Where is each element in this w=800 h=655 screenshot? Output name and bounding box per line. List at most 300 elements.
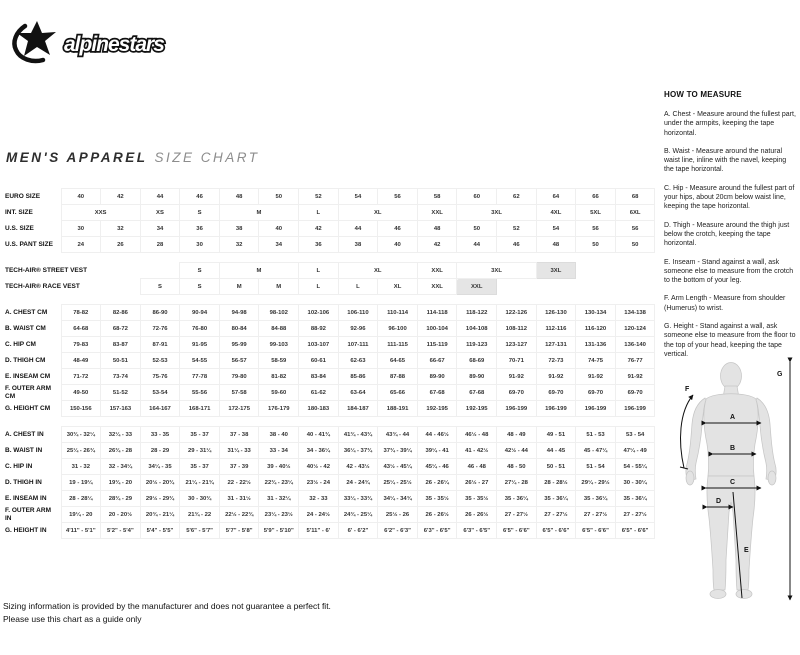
size-cell: 58-59	[259, 353, 299, 369]
size-cell: 60	[457, 189, 497, 205]
size-cell: 192-195	[457, 401, 497, 417]
size-cell: 6'2" - 6'3"	[378, 523, 418, 539]
size-cell: 23½ - 24	[299, 475, 339, 491]
size-cell: 30 - 30¼	[615, 475, 655, 491]
size-cell: 6'5" - 6'6"	[536, 523, 576, 539]
size-cell: 83-84	[299, 369, 339, 385]
size-cell: 184-187	[338, 401, 378, 417]
size-cell: 6'3" - 6'5"	[457, 523, 497, 539]
size-cell: 66-67	[417, 353, 457, 369]
size-cell: 130-134	[576, 305, 616, 321]
size-cell: 92-96	[338, 321, 378, 337]
size-cell: 54 - 55¼	[615, 459, 655, 475]
table-row	[5, 507, 655, 523]
how-to-measure-heading: HOW TO MEASURE	[664, 90, 742, 99]
size-cell: 29½ - 29¾	[140, 491, 180, 507]
size-cell: 71-72	[61, 369, 101, 385]
size-cell: 6'5" - 6'6"	[576, 523, 616, 539]
measure-label-a: A	[730, 414, 736, 421]
table-row	[5, 401, 655, 417]
size-cell: 6XL	[615, 205, 655, 221]
size-cell: 72-76	[140, 321, 180, 337]
size-cell: 57-58	[219, 385, 259, 401]
size-cell: 46½ - 48	[457, 427, 497, 443]
size-cell: XXL	[417, 263, 457, 279]
size-cell: 41¾ - 43¾	[338, 427, 378, 443]
size-cell: S	[180, 205, 220, 221]
size-cell: 56	[378, 189, 418, 205]
size-cell: 44	[338, 221, 378, 237]
size-cell: 127-131	[536, 337, 576, 353]
size-cell: 22 - 22½	[219, 475, 259, 491]
row-label: B. WAIST CM	[5, 324, 46, 332]
size-cell: 80-84	[219, 321, 259, 337]
size-cell: 44	[140, 189, 180, 205]
size-cell: 24 - 24½	[299, 507, 339, 523]
size-cell: S	[180, 263, 220, 279]
page-title	[6, 150, 260, 165]
size-cell: 40 - 41¾	[299, 427, 339, 443]
row-label: INT. SIZE	[5, 208, 33, 216]
size-cell: M	[219, 205, 298, 221]
size-cell: 40½ - 42	[299, 459, 339, 475]
table-row	[5, 523, 655, 539]
measure-instruction: G. Height - Stand against a wall, ask someone else to measure from the floor to the top of your head, keeping the tape vertical.	[664, 323, 796, 358]
size-cell: XL	[378, 279, 418, 295]
table-spacer	[5, 295, 655, 305]
size-cell: 25¼ - 26¾	[61, 443, 101, 459]
size-cell: 34	[259, 237, 299, 253]
table-row	[5, 263, 655, 279]
row-label: F. OUTER ARM CM	[5, 385, 51, 400]
size-cell: 108-112	[497, 321, 537, 337]
size-cell: XL	[338, 205, 417, 221]
measure-instruction: B. Waist - Measure around the natural waist line, inline with the navel, keeping the tape horizontal.	[664, 147, 787, 174]
size-cell: 32 - 33	[299, 491, 339, 507]
measure-label-f: F	[685, 386, 690, 393]
size-cell: 54	[338, 189, 378, 205]
size-cell: 75-76	[140, 369, 180, 385]
size-cell: 24 - 24¾	[338, 475, 378, 491]
size-cell: 60-61	[299, 353, 339, 369]
table-row	[5, 305, 655, 321]
empty-cell	[576, 263, 655, 279]
size-cell: 69-70	[576, 385, 616, 401]
size-cell: 30¾ - 32¼	[61, 427, 101, 443]
size-cell: 172-175	[219, 401, 259, 417]
size-cell: 26 - 26¼	[417, 475, 457, 491]
measure-label-c: C	[730, 479, 736, 486]
size-cell: 87-88	[378, 369, 418, 385]
size-cell: 50	[259, 189, 299, 205]
size-cell: XXL	[457, 279, 497, 295]
row-label: TECH-AIR® RACE VEST	[5, 282, 80, 290]
size-cell: 5'9" - 5'10"	[259, 523, 299, 539]
size-cell: 19 - 19¼	[61, 475, 101, 491]
how-to-measure-panel	[664, 90, 797, 368]
size-cell: 6'5" - 6'6"	[497, 523, 537, 539]
size-cell: 110-114	[378, 305, 418, 321]
size-cell: 79-83	[61, 337, 101, 353]
size-cell: XXL	[417, 279, 457, 295]
size-cell: 26 - 26½	[457, 507, 497, 523]
size-cell: 89-90	[417, 369, 457, 385]
size-cell: 88-92	[299, 321, 339, 337]
size-cell: 131-136	[576, 337, 616, 353]
size-cell: 47¼ - 49	[615, 443, 655, 459]
size-cell: L	[338, 279, 378, 295]
size-cell: 43¾ - 44	[378, 427, 418, 443]
size-cell: 37 - 39	[219, 459, 259, 475]
row-label: B. WAIST IN	[5, 446, 43, 454]
size-cell: 69-70	[497, 385, 537, 401]
size-cell: 56	[615, 221, 655, 237]
size-cell: 21¼ - 21¾	[180, 475, 220, 491]
size-cell: 56	[576, 221, 616, 237]
table-row	[5, 459, 655, 475]
size-cell: 40	[378, 237, 418, 253]
size-cell: 35 - 36¼	[536, 491, 576, 507]
measure-instructions	[664, 110, 797, 359]
size-cell: 31 - 32¼	[259, 491, 299, 507]
row-label: A. CHEST IN	[5, 430, 44, 438]
size-cell: 53 - 54	[615, 427, 655, 443]
size-cell: 35 - 37	[180, 459, 220, 475]
size-cell: 106-110	[338, 305, 378, 321]
size-cell: 36¼ - 37¾	[338, 443, 378, 459]
size-cell: 66	[576, 189, 616, 205]
size-cell: 30	[180, 237, 220, 253]
size-cell: 64	[536, 189, 576, 205]
measure-label-b: B	[730, 445, 736, 452]
size-cell: L	[299, 279, 339, 295]
size-cell: 27¼ - 28	[497, 475, 537, 491]
size-cell: 33¼ - 33¾	[338, 491, 378, 507]
size-cell: 35 - 35½	[417, 491, 457, 507]
table-row	[5, 237, 655, 253]
size-cell: 43½ - 45¼	[378, 459, 418, 475]
size-cell: L	[299, 263, 339, 279]
size-cell: 48	[219, 189, 259, 205]
row-label: TECH-AIR® STREET VEST	[5, 266, 88, 274]
size-cell: 36	[180, 221, 220, 237]
table-spacer	[5, 253, 655, 263]
size-cell: 76-77	[615, 353, 655, 369]
size-cell: 42½ - 44	[497, 443, 537, 459]
size-cell: 95-99	[219, 337, 259, 353]
size-cell: 3XL	[536, 263, 576, 279]
size-cell: 20½ - 20¾	[140, 475, 180, 491]
size-cell: 4'11" - 5'1"	[61, 523, 101, 539]
size-cell: 73-74	[101, 369, 141, 385]
size-cell: 31 - 32	[61, 459, 101, 475]
size-cell: 67-68	[457, 385, 497, 401]
size-cell: 50	[615, 237, 655, 253]
size-cell: 37¾ - 39¼	[378, 443, 418, 459]
size-cell: 81-82	[259, 369, 299, 385]
row-label: D. THIGH IN	[5, 478, 42, 486]
size-cell: 107-111	[338, 337, 378, 353]
astar-icon	[10, 20, 62, 66]
table-row	[5, 427, 655, 443]
size-cell: L	[299, 205, 339, 221]
size-cell: 30 - 30¾	[180, 491, 220, 507]
size-cell: 65-66	[378, 385, 418, 401]
measure-label-d: D	[716, 498, 722, 505]
size-cell: 68-72	[101, 321, 141, 337]
row-label: G. HEIGHT CM	[5, 404, 51, 412]
size-cell: 24¾ - 25¼	[338, 507, 378, 523]
size-cell: 112-116	[536, 321, 576, 337]
size-cell: 49 - 51	[536, 427, 576, 443]
size-cell: 192-195	[417, 401, 457, 417]
size-cell: 50-51	[101, 353, 141, 369]
table-row	[5, 279, 655, 295]
size-cell: 48-49	[61, 353, 101, 369]
size-cell: 84-88	[259, 321, 299, 337]
size-cell: 90-94	[180, 305, 220, 321]
size-cell: 39¼ - 41	[417, 443, 457, 459]
size-cell: 114-118	[417, 305, 457, 321]
size-cell: 48	[417, 221, 457, 237]
size-cell: 48 - 50	[497, 459, 537, 475]
size-cell: 168-171	[180, 401, 220, 417]
size-cell: 34¼ - 34¾	[378, 491, 418, 507]
size-cell: 59-60	[259, 385, 299, 401]
size-cell: 61-62	[299, 385, 339, 401]
size-cell: XXS	[61, 205, 140, 221]
size-cell: 28	[140, 237, 180, 253]
size-cell: 22¾ - 23¼	[259, 475, 299, 491]
size-cell: 164-167	[140, 401, 180, 417]
size-cell: 27 - 27½	[536, 507, 576, 523]
table-row	[5, 491, 655, 507]
size-cell: 3XL	[457, 205, 536, 221]
size-cell: 72-73	[536, 353, 576, 369]
size-cell: 35 - 35½	[457, 491, 497, 507]
row-label: F. OUTER ARM IN	[5, 507, 51, 522]
size-cell: 6'3" - 6'5"	[417, 523, 457, 539]
size-cell: 32 - 34¼	[101, 459, 141, 475]
size-cell: 29 - 31¼	[180, 443, 220, 459]
size-cell: 42	[417, 237, 457, 253]
size-cell: 94-98	[219, 305, 259, 321]
row-label: A. CHEST CM	[5, 308, 48, 316]
size-cell: 67-68	[417, 385, 457, 401]
size-cell: 96-100	[378, 321, 418, 337]
size-cell: 56-57	[219, 353, 259, 369]
disclaimer-line-2: Please use this chart as a guide only	[3, 613, 142, 624]
size-cell: 62-63	[338, 353, 378, 369]
size-cell: 19¾ - 20	[101, 475, 141, 491]
size-cell: 44 - 45	[536, 443, 576, 459]
size-cell: 38 - 40	[259, 427, 299, 443]
size-cell: 4XL	[536, 205, 576, 221]
logo-text: alpinestars	[64, 33, 164, 56]
size-cell: 115-119	[417, 337, 457, 353]
size-cell: 21¾ - 22	[180, 507, 220, 523]
size-cell: 104-108	[457, 321, 497, 337]
size-cell: 91-92	[536, 369, 576, 385]
title-sub: SIZE CHART	[154, 150, 260, 165]
size-cell: 89-90	[457, 369, 497, 385]
size-cell: 122-126	[497, 305, 537, 321]
size-cell: 116-120	[576, 321, 616, 337]
measure-instruction: A. Chest - Measure around the fullest part, under the armpits, keeping the tape horizontal.	[664, 111, 796, 137]
size-cell: 5'7" - 5'8"	[219, 523, 259, 539]
size-cell: 44 - 46½	[417, 427, 457, 443]
size-cell: 27 - 27½	[576, 507, 616, 523]
table-row	[5, 443, 655, 459]
size-cell: 38	[219, 221, 259, 237]
size-cell: 27 - 27½	[497, 507, 537, 523]
size-cell: 46 - 48	[457, 459, 497, 475]
alpinestars-logo	[10, 20, 184, 66]
size-cell: 86-90	[140, 305, 180, 321]
size-cell: 52	[299, 189, 339, 205]
size-cell: 44	[457, 237, 497, 253]
row-label: EURO SIZE	[5, 192, 41, 200]
size-cell: 64-68	[61, 321, 101, 337]
size-cell: 5'6" - 5'7"	[180, 523, 220, 539]
size-cell: 41 - 42½	[457, 443, 497, 459]
size-cell: M	[219, 263, 298, 279]
size-cell: 120-124	[615, 321, 655, 337]
row-label: C. HIP CM	[5, 340, 36, 348]
size-cell: 19¼ - 20	[61, 507, 101, 523]
empty-cell	[497, 279, 655, 295]
size-cell: 62	[497, 189, 537, 205]
size-cell: 38	[338, 237, 378, 253]
size-cell: 6' - 6'2"	[338, 523, 378, 539]
size-cell: 28¾ - 29	[101, 491, 141, 507]
size-cell: 26¾ - 28	[101, 443, 141, 459]
size-cell: 83-87	[101, 337, 141, 353]
row-label: E. INSEAM CM	[5, 372, 51, 380]
table-row	[5, 353, 655, 369]
size-cell: 70-71	[497, 353, 537, 369]
row-label: C. HIP IN	[5, 462, 33, 470]
row-label: U.S. PANT SIZE	[5, 240, 53, 248]
size-cell: 32¼ - 33	[101, 427, 141, 443]
size-cell: 82-86	[101, 305, 141, 321]
size-cell: 25¼ - 25½	[378, 475, 418, 491]
size-cell: 25½ - 26	[378, 507, 418, 523]
size-cell: 87-91	[140, 337, 180, 353]
size-cell: 26	[101, 237, 141, 253]
size-cell: 45 - 47¼	[576, 443, 616, 459]
table-row	[5, 205, 655, 221]
size-cell: 64-65	[378, 353, 418, 369]
table-row	[5, 221, 655, 237]
measure-label-e: E	[744, 547, 749, 554]
size-cell: 50	[457, 221, 497, 237]
size-cell: 196-199	[536, 401, 576, 417]
size-cell: 51-52	[101, 385, 141, 401]
table-row	[5, 337, 655, 353]
size-cell: XS	[140, 205, 180, 221]
size-cell: 20¾ - 21¼	[140, 507, 180, 523]
size-cell: 34¼ - 35	[140, 459, 180, 475]
size-cell: 85-86	[338, 369, 378, 385]
size-cell: 51 - 53	[576, 427, 616, 443]
size-cell: 176-179	[259, 401, 299, 417]
size-cell: 5'2" - 5'4"	[101, 523, 141, 539]
row-label: G. HEIGHT IN	[5, 526, 47, 534]
size-cell: 28 - 29	[140, 443, 180, 459]
size-cell: 46	[180, 189, 220, 205]
measure-instruction: E. Inseam - Stand against a wall, ask someone else to measure from the crotch to the bottom of your leg.	[664, 258, 794, 285]
size-cell: XXL	[417, 205, 457, 221]
size-cell: 45¼ - 46	[417, 459, 457, 475]
size-cell: 134-138	[615, 305, 655, 321]
size-cell: 77-78	[180, 369, 220, 385]
size-cell: 69-70	[615, 385, 655, 401]
size-cell: 3XL	[457, 263, 536, 279]
size-cell: S	[180, 279, 220, 295]
size-cell: 36	[299, 237, 339, 253]
size-cell: 98-102	[259, 305, 299, 321]
row-label: D. THIGH CM	[5, 356, 46, 364]
size-cell: 27 - 27½	[615, 507, 655, 523]
size-cell: 91-92	[497, 369, 537, 385]
size-cell: 54-55	[180, 353, 220, 369]
size-cell: 24	[61, 237, 101, 253]
size-cell: 46	[378, 221, 418, 237]
size-cell: 42	[101, 189, 141, 205]
measure-instruction: D. Thigh - Measure around the thigh just below the crotch, keeping the tape horizontal.	[664, 221, 790, 248]
size-table	[5, 188, 655, 539]
size-cell: 126-130	[536, 305, 576, 321]
row-label: U.S. SIZE	[5, 224, 34, 232]
size-cell: 48	[536, 237, 576, 253]
size-cell: 53-54	[140, 385, 180, 401]
size-cell: 102-106	[299, 305, 339, 321]
row-label: E. INSEAM IN	[5, 494, 47, 502]
size-cell: 42	[299, 221, 339, 237]
size-cell: 40	[61, 189, 101, 205]
size-cell: 91-92	[576, 369, 616, 385]
size-cell: 33 - 34	[259, 443, 299, 459]
size-cell: 69-70	[536, 385, 576, 401]
size-cell: 119-123	[457, 337, 497, 353]
size-cell: 123-127	[497, 337, 537, 353]
size-cell: 33 - 35	[140, 427, 180, 443]
size-cell: 20 - 20½	[101, 507, 141, 523]
size-cell: 5'11" - 6'	[299, 523, 339, 539]
size-cell: 34	[140, 221, 180, 237]
size-cell: 31 - 31½	[219, 491, 259, 507]
size-cell: XL	[338, 263, 417, 279]
size-cell: 111-115	[378, 337, 418, 353]
size-cell: 46	[497, 237, 537, 253]
size-cell: 34 - 36¼	[299, 443, 339, 459]
size-cell: 5XL	[576, 205, 616, 221]
size-cell: 91-95	[180, 337, 220, 353]
size-cell: 49-50	[61, 385, 101, 401]
size-cell: 31¼ - 33	[219, 443, 259, 459]
size-cell: 35 - 36¼	[576, 491, 616, 507]
size-cell: 76-80	[180, 321, 220, 337]
size-cell: 55-56	[180, 385, 220, 401]
size-cell: 100-104	[417, 321, 457, 337]
measure-instruction: C. Hip - Measure around the fullest part of your hips, about 20cm below waist line, keeping the tape horizontal.	[664, 184, 795, 211]
size-cell: 37 - 38	[219, 427, 259, 443]
size-cell: 32	[101, 221, 141, 237]
size-cell: 6'5" - 6'6"	[615, 523, 655, 539]
size-cell: 196-199	[615, 401, 655, 417]
size-cell: 30	[61, 221, 101, 237]
